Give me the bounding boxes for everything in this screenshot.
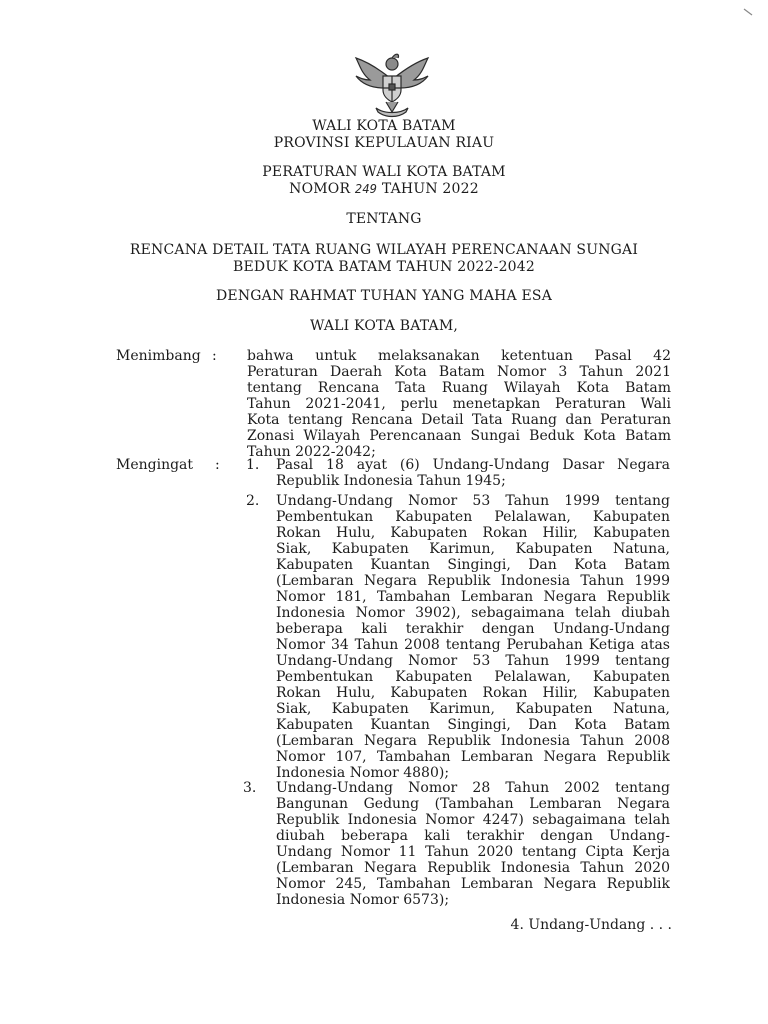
mengingat-item-2 <box>276 493 670 781</box>
text-line: Kota tentang Rencana Detail Tata Ruang dan Peraturan <box>247 412 671 428</box>
text-line: Peraturan Daerah Kota Batam Nomor 3 Tahun 2021 <box>247 364 671 380</box>
authority-heading <box>0 318 768 335</box>
about-label: TENTANG <box>346 211 422 227</box>
text-line: Tahun 2021-2041, perlu menetapkan Peraturan Wali <box>247 396 671 412</box>
text-line: Indonesia Nomor 6573); <box>276 892 450 908</box>
regulation-heading <box>0 164 768 198</box>
regulation-number <box>0 181 768 198</box>
text-line: Pembentukan Kabupaten Pelalawan, Kabupaten <box>276 509 670 525</box>
text-line: Nomor 107, Tambahan Lembaran Negara Republik <box>276 749 670 765</box>
menimbang-body <box>247 348 671 460</box>
text-line: Republik Indonesia Tahun 1945; <box>276 473 506 489</box>
text-line: Siak, Kabupaten Karimun, Kabupaten Natuna, <box>276 541 670 557</box>
text-line: diubah beberapa kali terakhir dengan Undang- <box>276 828 670 844</box>
continuation-text: 4. Undang-Undang . . . <box>510 917 672 933</box>
issuer-line-1: WALI KOTA BATAM <box>312 118 456 134</box>
text-line: Nomor 34 Tahun 2008 tentang Perubahan Ketiga atas <box>276 637 670 653</box>
blessing-text: DENGAN RAHMAT TUHAN YANG MAHA ESA <box>215 288 553 304</box>
mengingat-item-1 <box>276 457 670 489</box>
text-line: Rokan Hulu, Kabupaten Rokan Hilir, Kabupaten <box>276 525 670 541</box>
garuda-emblem-icon <box>350 48 434 118</box>
text-line: Nomor 181, Tambahan Lembaran Negara Republik <box>276 589 670 605</box>
text-line: Siak, Kabupaten Karimun, Kabupaten Natuna, <box>276 701 670 717</box>
text-line: Pembentukan Kabupaten Pelalawan, Kabupaten <box>276 669 670 685</box>
text-line: Tahun 2022-2042; <box>247 444 376 460</box>
text-line: (Lembaran Negara Republik Indonesia Tahun 1999 <box>276 573 670 589</box>
scan-mark-icon <box>742 6 754 18</box>
subject-line-1: RENCANA DETAIL TATA RUANG WILAYAH PERENCANAAN SUNGAI <box>129 242 639 258</box>
item-number: 3. <box>243 780 257 796</box>
blessing-heading <box>0 288 768 305</box>
text-line: Indonesia Nomor 3902), sebagaimana telah diubah <box>276 605 670 621</box>
text-line: Republik Indonesia Nomor 4247) sebagaimana telah <box>276 812 670 828</box>
text-line: Undang-Undang Nomor 28 Tahun 2002 tentang <box>276 780 670 796</box>
issuer-heading <box>0 118 768 152</box>
text-line: bahwa untuk melaksanakan ketentuan Pasal 42 <box>247 348 671 364</box>
text-line: Kabupaten Kuantan Singingi, Dan Kota Batam <box>276 717 670 733</box>
item-number: 2. <box>246 493 260 509</box>
number-suffix: TAHUN 2022 <box>381 181 479 197</box>
authority-text: WALI KOTA BATAM, <box>309 318 459 334</box>
text-line: Undang Nomor 11 Tahun 2020 tentang Cipta Kerja <box>276 844 670 860</box>
text-line: beberapa kali terakhir dengan Undang-Undang <box>276 621 670 637</box>
about-heading <box>0 211 768 228</box>
subject-line-2: BEDUK KOTA BATAM TAHUN 2022-2042 <box>232 259 535 275</box>
text-line: Bangunan Gedung (Tambahan Lembaran Negara <box>276 796 670 812</box>
menimbang-colon: : <box>212 348 217 364</box>
text-line: Undang-Undang Nomor 53 Tahun 1999 tentang <box>276 493 670 509</box>
text-line: Zonasi Wilayah Perencanaan Sungai Beduk Kota Batam <box>247 428 671 444</box>
mengingat-item-3 <box>276 780 670 908</box>
regulation-title: PERATURAN WALI KOTA BATAM <box>262 164 506 180</box>
text-line: Undang-Undang Nomor 53 Tahun 1999 tentang <box>276 653 670 669</box>
mengingat-label: Mengingat <box>116 457 194 473</box>
menimbang-label: Menimbang <box>116 348 201 364</box>
text-line: tentang Rencana Tata Ruang Wilayah Kota Batam <box>247 380 671 396</box>
issuer-line-2: PROVINSI KEPULAUAN RIAU <box>273 135 495 151</box>
text-line: Indonesia Nomor 4880); <box>276 765 450 781</box>
mengingat-colon: : <box>215 457 220 473</box>
text-line: Nomor 245, Tambahan Lembaran Negara Republik <box>276 876 670 892</box>
subject-heading <box>0 242 768 276</box>
text-line: Rokan Hulu, Kabupaten Rokan Hilir, Kabupaten <box>276 685 670 701</box>
text-line: Pasal 18 ayat (6) Undang-Undang Dasar Negara <box>276 457 670 473</box>
item-number: 1. <box>246 457 260 473</box>
handwritten-number: 249 <box>354 182 378 196</box>
text-line: Kabupaten Kuantan Singingi, Dan Kota Batam <box>276 557 670 573</box>
text-line: (Lembaran Negara Republik Indonesia Tahun 2020 <box>276 860 670 876</box>
text-line: (Lembaran Negara Republik Indonesia Tahun 2008 <box>276 733 670 749</box>
number-prefix: NOMOR <box>289 181 351 197</box>
